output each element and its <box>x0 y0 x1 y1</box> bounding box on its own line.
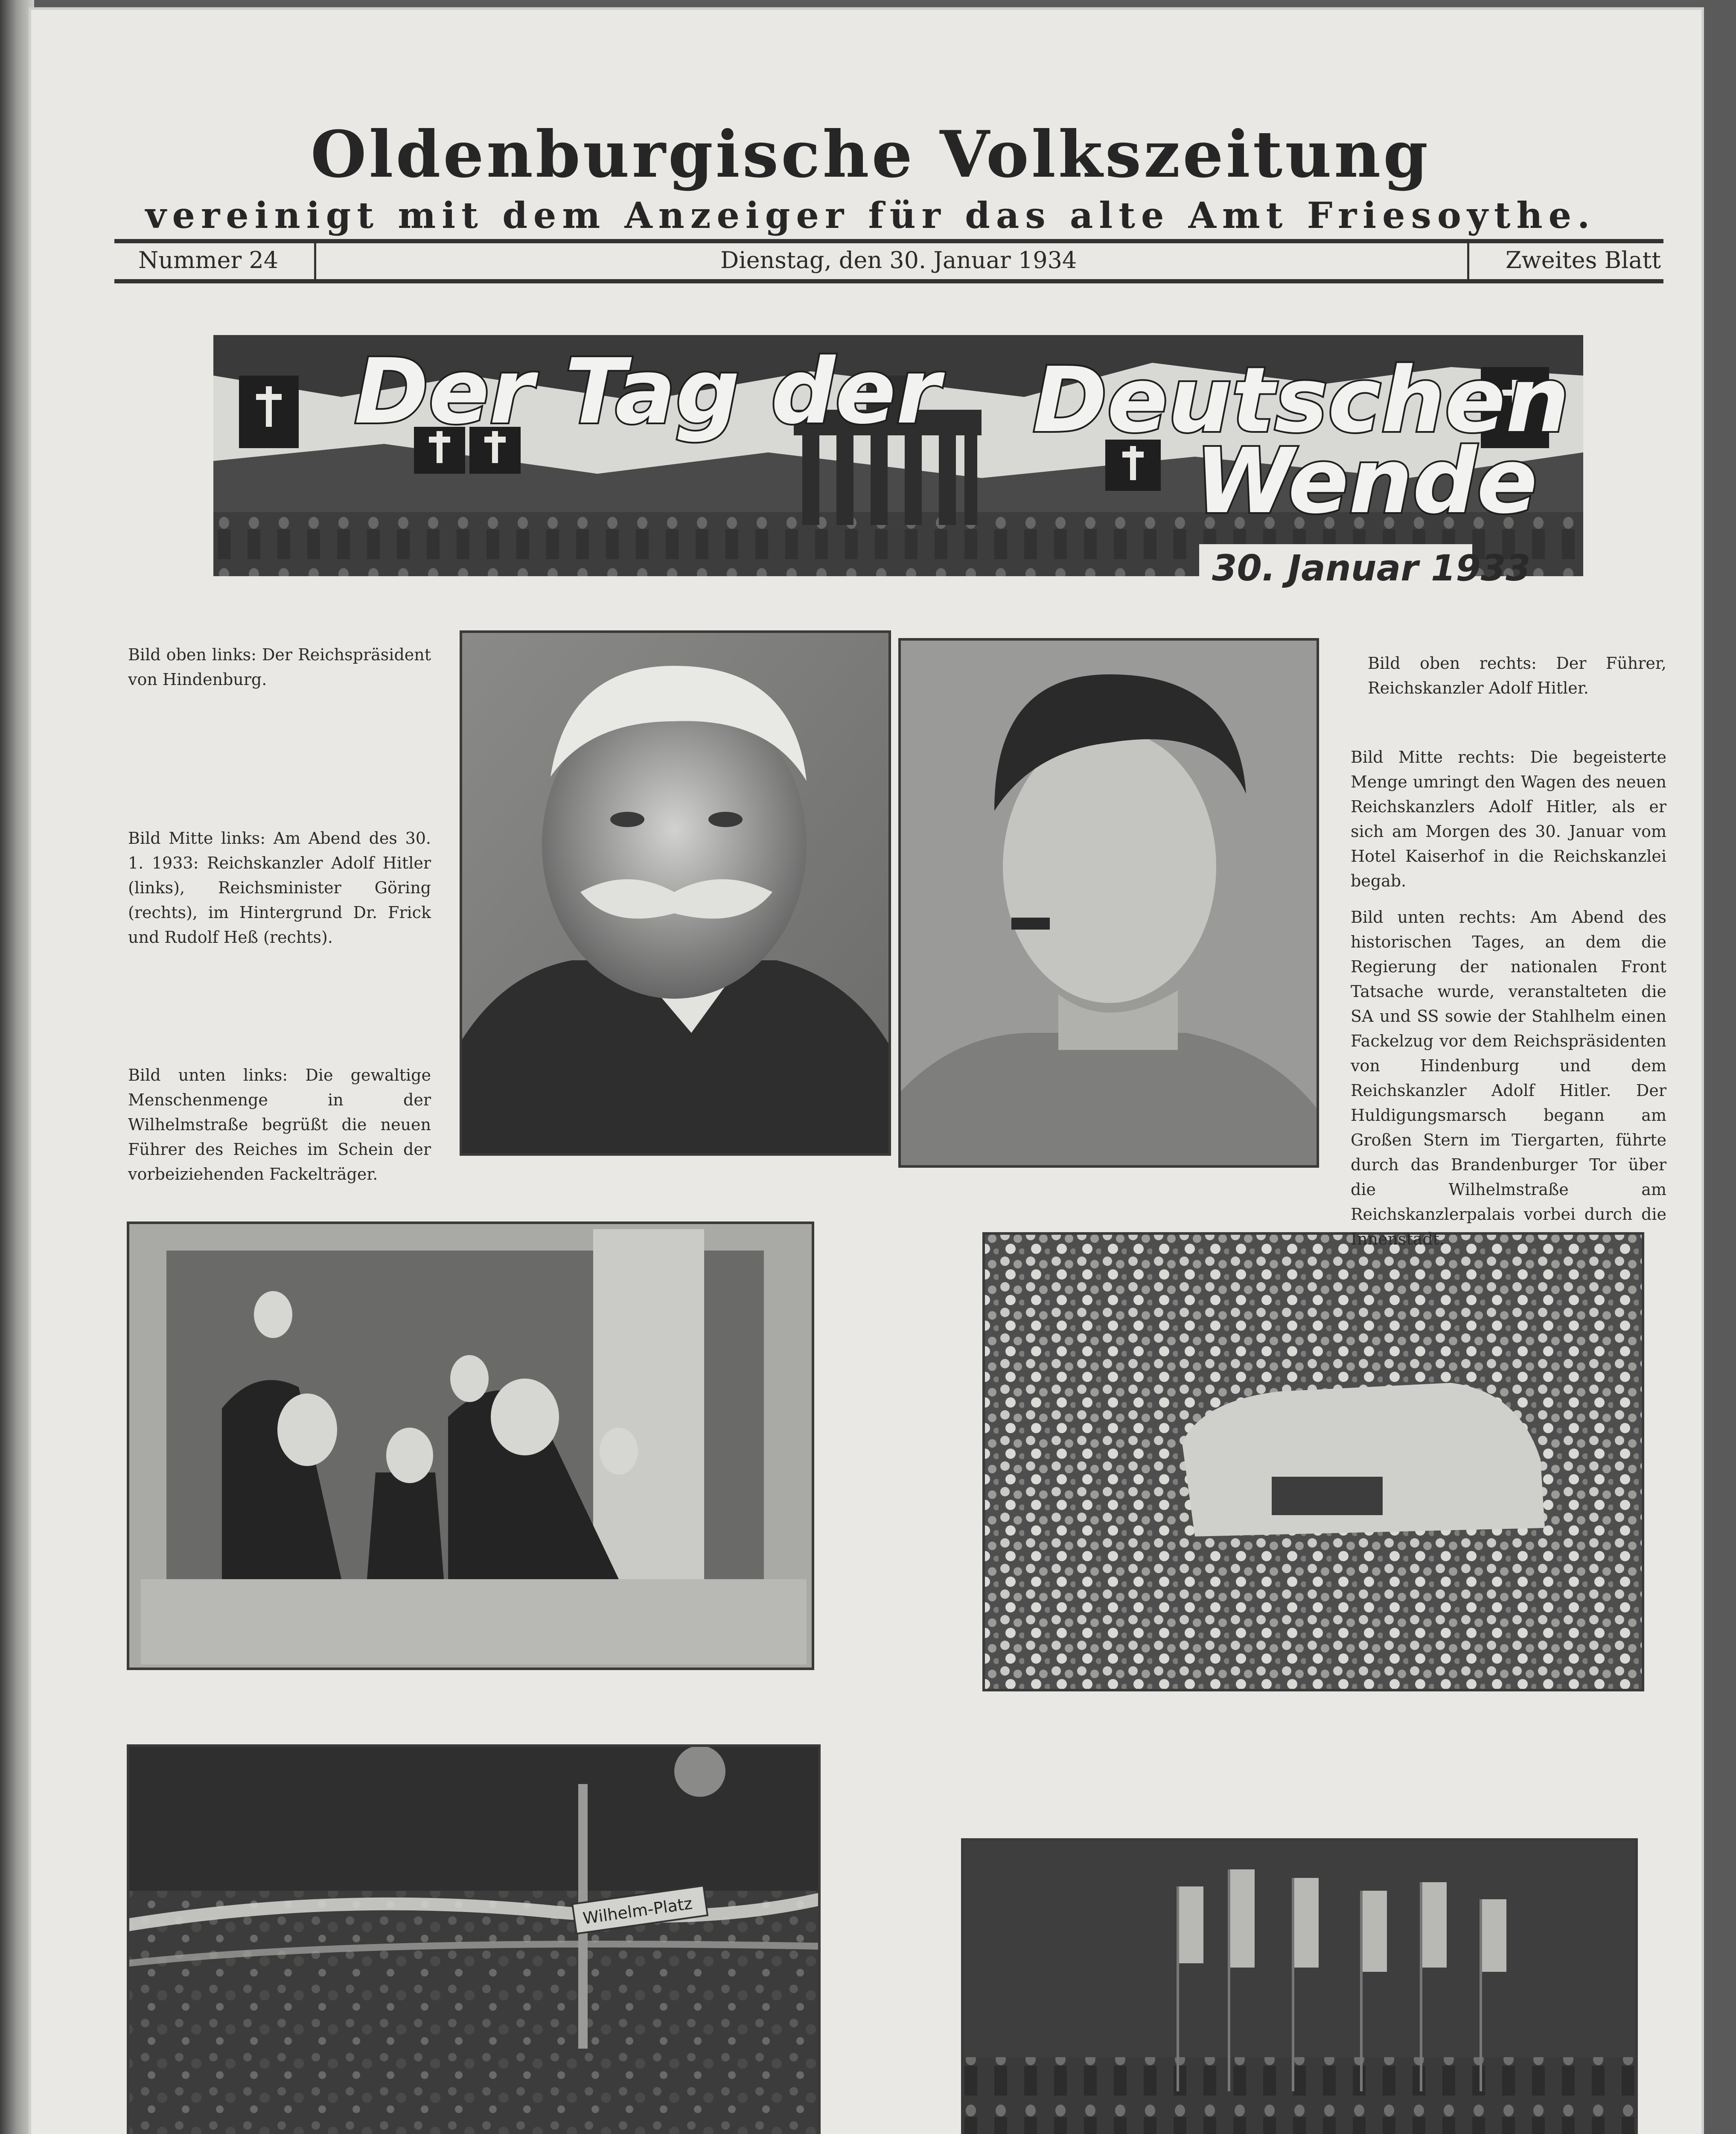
caption-mid-right: Bild Mitte rechts: Die begeisterte Menge umringt den Wagen des neuen Reichskanzlers Adolf Hitler, als er sich am Morgen des 30. Januar vom Hotel Kaiserhof in die Reichskanzlei begab. <box>1351 748 1666 890</box>
caption-top-right: Bild oben rechts: Der Führer, Reichskanzler Adolf Hitler. <box>1368 654 1666 697</box>
sheet-label: Zweites Blatt <box>1506 247 1661 274</box>
photo-window-balcony <box>128 1223 813 1669</box>
divider <box>314 243 316 279</box>
masthead <box>111 117 1630 236</box>
newspaper-subtitle: vereinigt mit dem Anzeiger für das alte Amt Friesoythe. <box>145 194 1596 236</box>
photo-chancellor-portrait <box>900 639 1318 1166</box>
headline-banner <box>213 335 1583 589</box>
street-sign-text: Wilhelm-Platz <box>582 1894 693 1928</box>
issue-date: Dienstag, den 30. Januar 1934 <box>720 247 1077 274</box>
banner-line3: Wende <box>1195 429 1538 534</box>
banner-line2: Deutschen <box>1033 348 1570 452</box>
photo-flag-march <box>962 1840 1637 2134</box>
photo-torchlight-street <box>128 1746 819 2134</box>
newspaper-title: Oldenburgische Volkszeitung <box>310 117 1431 192</box>
banner-date: 30. Januar 1933 <box>1212 547 1531 589</box>
divider <box>1467 243 1469 279</box>
caption-bottom-left: Bild unten links: Die gewaltige Menschenmenge in der Wilhelmstraße begrüßt die neuen Führer des Reiches im Schein der vorbeiziehenden Fackelträger. <box>128 1066 431 1184</box>
photo-hindenburg <box>461 632 890 1154</box>
photo-crowd-car <box>984 1233 1643 1690</box>
caption-top-left: Bild oben links: Der Reichspräsident von Hindenburg. <box>128 645 431 689</box>
caption-mid-left: Bild Mitte links: Am Abend des 30. 1. 1933: Reichskanzler Adolf Hitler (links), Reichsminister Göring (rechts), im Hintergrund Dr. Frick und Rudolf Heß (rechts). <box>128 829 431 947</box>
banner-line1: Der Tag der <box>354 339 941 444</box>
dateline <box>114 239 1663 283</box>
caption-bottom-right: Bild unten rechts: Am Abend des historischen Tages, an dem die Regierung der nationalen Front Tatsache wurde, veranstalteten die SA und SS sowie der Stahlhelm einen Fackelzug vor dem Reichspräsidenten von Hindenburg und dem Reichskanzler Adolf Hitler. Der Huldigungsmarsch begann am Großen Stern im Tiergarten, führte durch das Brandenburger Tor über die Wilhelmstraße am Reichskanzlerpalais vorbei durch die Innenstadt. <box>1351 908 1666 1248</box>
issue-number: Nummer 24 <box>138 247 279 274</box>
